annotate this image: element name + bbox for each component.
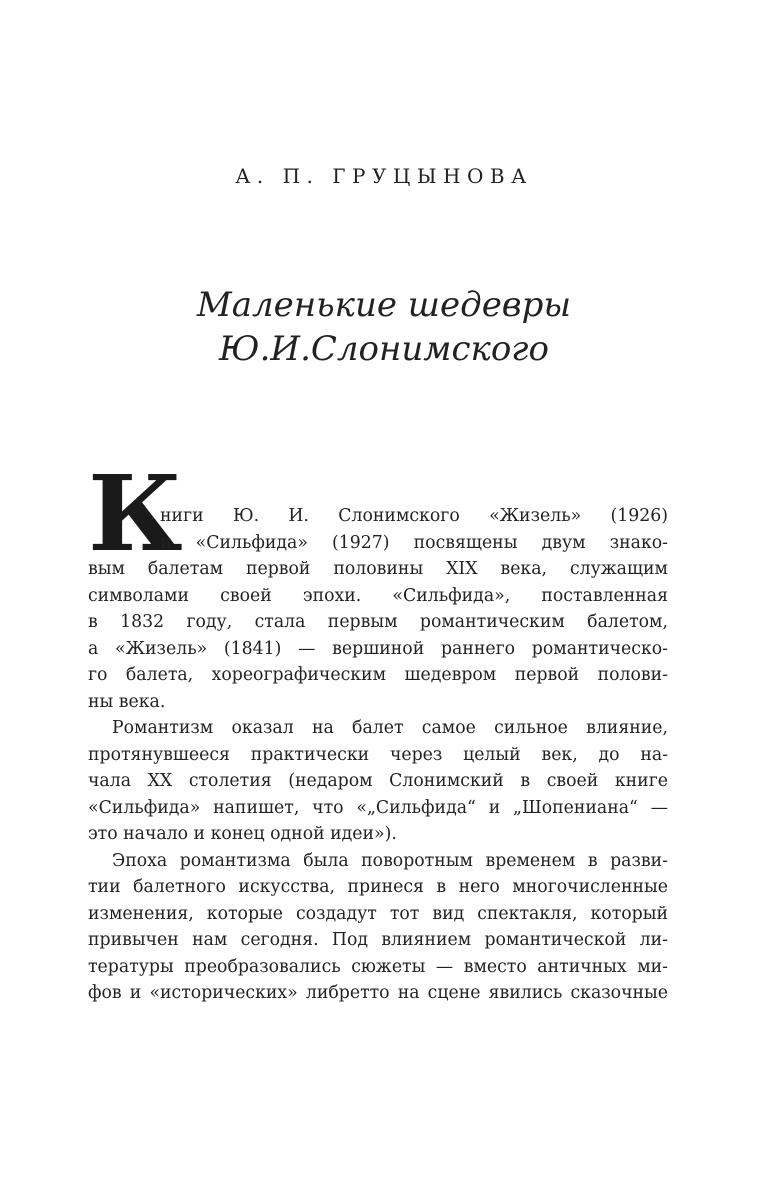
body-text: [88, 503, 668, 1007]
text-line: Романтизм оказал на балет самое сильное влияние,: [112, 718, 668, 738]
text-line: тии балетного искусства, принеся в него многочисленные: [88, 877, 668, 897]
chapter-title: [0, 283, 768, 371]
text-line: а «Жизель» (1841) — вершиной раннего романтическо-: [88, 638, 668, 659]
text-line: тературы преобразовались сюжеты — вместо античных ми-: [88, 956, 668, 977]
text-line: чала XX столетия (недаром Слонимский в своей книге: [88, 771, 668, 791]
text-line: Эпоха романтизма была поворотным временем в разви-: [112, 850, 668, 871]
chapter-title-line-1: Маленькие шедевры: [196, 285, 572, 325]
text-line: в 1832 году, стала первым романтическим балетом,: [88, 612, 668, 632]
text-line: привычен нам сегодня. Под влиянием романтической ли-: [88, 930, 668, 950]
text-line: это начало и конец одной идеи»).: [88, 824, 397, 844]
text-line: изменения, которые создадут тот вид спектакля, который: [88, 903, 668, 924]
text-line: го балета, хореографическим шедевром первой полови-: [88, 665, 668, 685]
text-line: протянувшееся практически через целый век, до на-: [88, 744, 668, 765]
author-name: А. П. ГРУЦЫНОВА: [235, 164, 533, 188]
text-line: фов и «исторических» либретто на сцене явились сказочные: [88, 983, 668, 1003]
text-line: «Сильфида» напишет, что «„Сильфида“ и „Шопениана“ —: [88, 797, 668, 818]
text-line: ниги Ю. И. Слонимского «Жизель» (1926): [160, 506, 668, 526]
chapter-title-line-2: Ю.И.Слонимского: [219, 329, 549, 369]
text-line: и «Сильфида» (1927) посвящены двум знако-: [160, 532, 668, 553]
text-line: вым балетам первой половины XIX века, служащим: [88, 559, 668, 579]
drop-cap: К: [88, 452, 183, 575]
text-line: символами своей эпохи. «Сильфида», поставленная: [88, 585, 668, 606]
text-line: ны века.: [88, 691, 166, 712]
